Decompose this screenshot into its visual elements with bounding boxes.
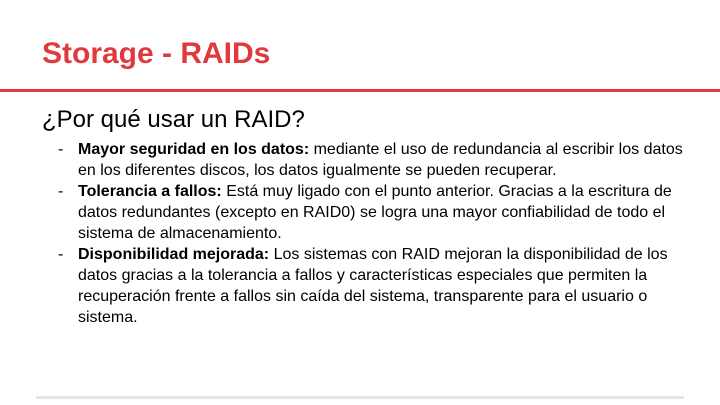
bullet-marker: - bbox=[58, 183, 64, 200]
bullet-item-fault-tolerance bbox=[42, 181, 692, 244]
bullet-heading: Disponibilidad mejorada: bbox=[78, 246, 270, 263]
bullet-body: Los sistemas con RAID mejoran la disponibilidad de los datos gracias a la tolerancia a fallos y características especiales que permiten la recuperación frente a fallos sin caída del sistema, transparente para el usuario o sistema. bbox=[78, 246, 668, 326]
footer-divider bbox=[36, 396, 684, 399]
bullet-text bbox=[78, 139, 692, 181]
bullet-heading: Mayor seguridad en los datos: bbox=[78, 141, 310, 158]
bullet-text bbox=[78, 181, 692, 244]
bullet-heading: Tolerancia a fallos: bbox=[78, 183, 222, 200]
bullet-marker: - bbox=[58, 246, 64, 263]
bullet-item-security bbox=[42, 139, 692, 181]
bullet-body: mediante el uso de redundancia al escribir los datos en los diferentes discos, los datos igualmente se pueden recuperar. bbox=[78, 141, 683, 179]
bullet-text bbox=[78, 244, 692, 328]
bullet-body: Está muy ligado con el punto anterior. Gracias a la escritura de datos redundantes (excepto en RAID0) se logra una mayor confiabilidad de todo el sistema de almacenamiento. bbox=[78, 183, 672, 242]
bullet-list bbox=[42, 139, 692, 328]
slide-title: Storage - RAIDs bbox=[42, 37, 271, 70]
bullet-item-availability bbox=[42, 244, 692, 328]
slide-subtitle: ¿Por qué usar un RAID? bbox=[42, 106, 305, 133]
bullet-marker: - bbox=[58, 141, 64, 158]
title-divider bbox=[0, 89, 720, 92]
